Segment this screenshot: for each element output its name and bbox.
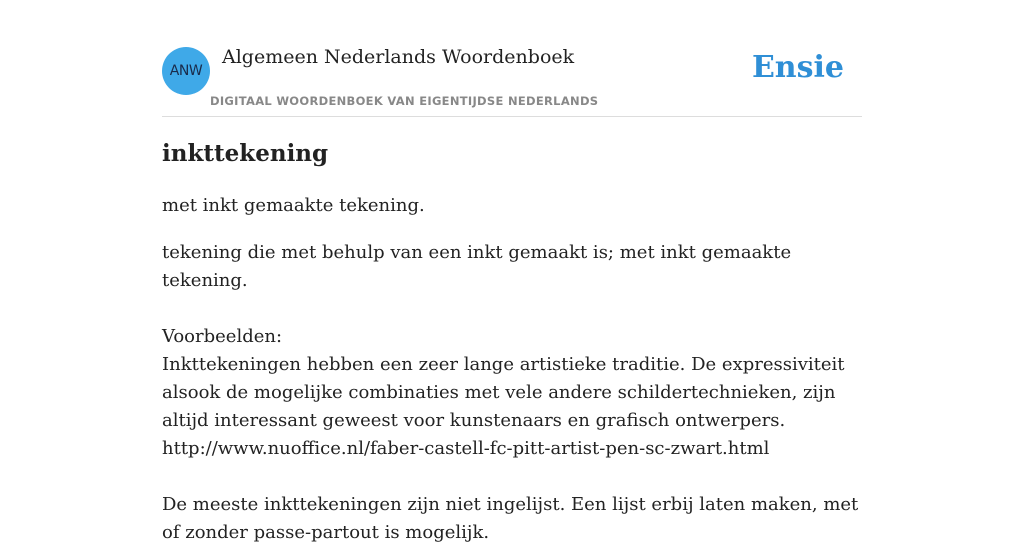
example-text: Inkttekeningen hebben een zeer lange artistieke traditie. De expressiviteit alsook de mogelijke combinaties met vele andere schildertechnieken, zijn altijd interessant geweest voor kunstenaars en grafisch ontwerpers.	[162, 354, 845, 431]
example-spacer	[162, 463, 862, 491]
long-definition: tekening die met behulp van een inkt gemaakt is; met inkt gemaakte tekening.	[162, 242, 792, 291]
site-header	[162, 0, 862, 117]
anw-logo[interactable]	[162, 47, 210, 95]
logo-text: ANW	[169, 63, 203, 79]
site-subtitle: DIGITAAL WOORDENBOEK VAN EIGENTIJDSE NEDERLANDS	[210, 94, 599, 108]
example-text: De meeste inkttekeningen zijn niet ingelijst. Een lijst erbij laten maken, met of zonder passe-partout is mogelijk.	[162, 494, 859, 543]
examples-label: Voorbeelden:	[162, 326, 283, 347]
example-source: http://www.nuoffice.nl/faber-castell-fc-pitt-artist-pen-sc-zwart.html	[162, 438, 770, 459]
entry-content	[162, 138, 862, 547]
site-title[interactable]: Algemeen Nederlands Woordenboek	[222, 46, 575, 68]
short-definition: met inkt gemaakte tekening.	[162, 195, 425, 216]
entry-headword: inkttekening	[162, 140, 329, 167]
ensie-brand-link[interactable]: Ensie	[751, 50, 844, 85]
